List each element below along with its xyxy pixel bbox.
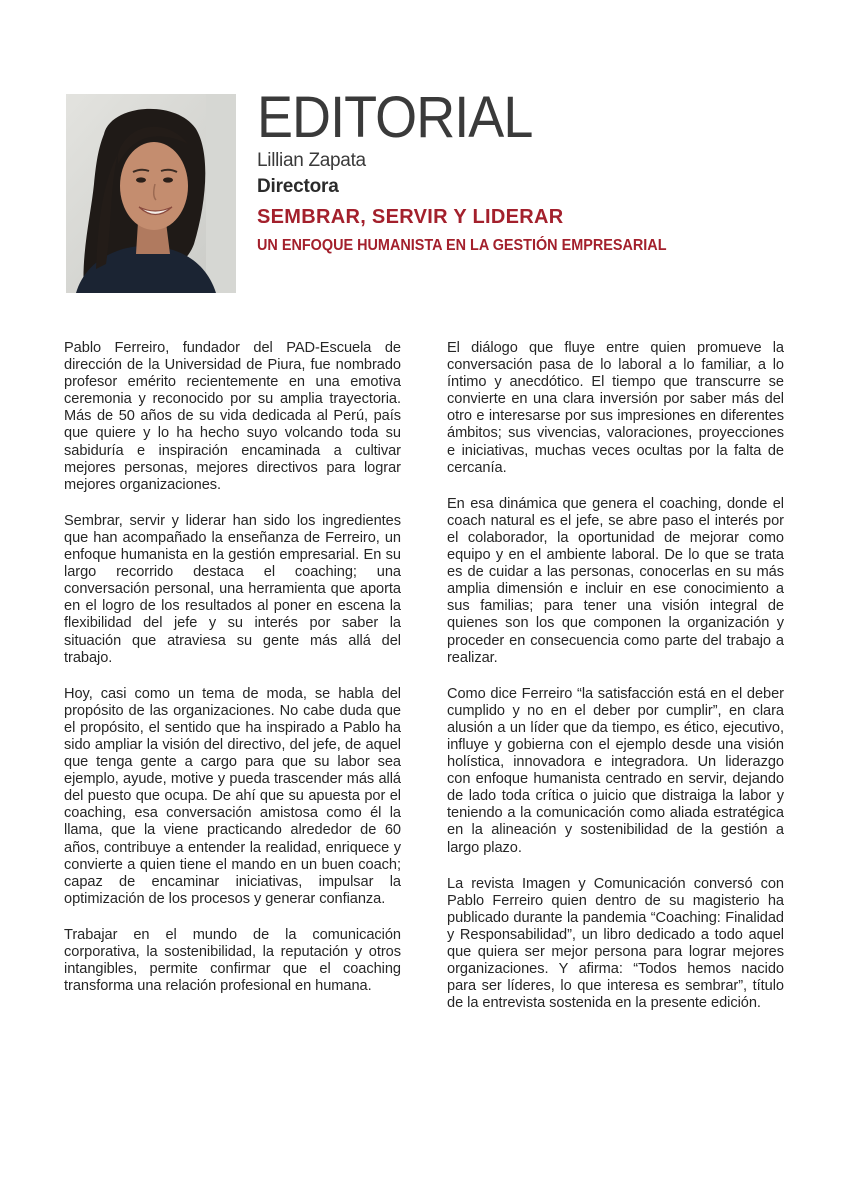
section-title: EDITORIAL [257, 85, 533, 150]
paragraph: Sembrar, servir y liderar han sido los ingredientes que han acompañado la enseñanza de Ferreiro, un enfoque humanista en la gestión empresarial. En su largo recorrido destaca el coaching; una conversación personal, una herramienta que aporta en el logro de los resultados al poner en escena la flexibilidad del jefe y su interés por saber la situación que atraviesa su gente más allá del trabajo. [64, 512, 401, 666]
article-body [64, 340, 784, 1031]
author-role: Directora [257, 176, 339, 197]
left-column [64, 340, 401, 1031]
paragraph: Trabajar en el mundo de la comunicación corporativa, la sostenibilidad, la reputación y otros intangibles, permite confirmar que el coaching transforma una relación profesional en humana. [64, 926, 401, 995]
paragraph: Pablo Ferreiro, fundador del PAD-Escuela de dirección de la Universidad de Piura, fue nombrado profesor emérito recientemente en una emotiva ceremonia y reconocido por su amplia trayectoria. Más de 50 años de su vida dedicada al Perú, país que quiere y lo ha hecho suyo volcando toda su sabiduría e inspiración encaminada a cultivar mejores personas, mejores directivos para lograr mejores organizaciones. [64, 340, 401, 493]
editorial-header [257, 85, 817, 256]
paragraph: Hoy, casi como un tema de moda, se habla del propósito de las organizaciones. No cabe duda que el propósito, el sentido que ha inspirado a Pablo ha sido ampliar la visión del directivo, del jefe, de aquel que tenga gente a cargo para que su labor sea ejemplo, ayude, motive y pueda trascender más allá del puesto que ocupa. De ahí que su apuesta por el coaching, esa conversación amistosa como él la llama, que la viene practicando alrededor de 60 años, contribuye a entender la realidad, enriquece y convierte a quien tiene el mando en un buen coach; capaz de encaminar iniciativas, impulsar la optimización de los procesos y generar confianza. [64, 685, 401, 907]
paragraph: En esa dinámica que genera el coaching, donde el coach natural es el jefe, se abre paso el interés por el colaborador, la oportunidad de mejorar como equipo y en el ambiente laboral. De lo que se trata es de cuidar a las personas, conocerlas en su más amplia dimensión e incluir en ese conocimiento a sus familias; para tener una visión integral de quienes son los que componen la organización y proceder en consecuencia como parte del trabajo a realizar. [447, 495, 784, 666]
article-subheadline: UN ENFOQUE HUMANISTA EN LA GESTIÓN EMPRESARIAL [257, 237, 667, 254]
author-portrait-image [66, 94, 236, 293]
right-column [447, 340, 784, 1031]
paragraph: Como dice Ferreiro “la satisfacción está en el deber cumplido y no en el deber por cumplir”, en clara alusión a un líder que da tiempo, es ético, ejecutivo, influye y gobierna con el ejemplo desde una visión holística, innovadora e integradora. Un liderazgo con enfoque humanista centrado en servir, dejando de lado toda crítica o juicio que distraiga la labor y teniendo a la comunicación como aliada estratégica en la alineación y sostenibilidad de la gestión a largo plazo. [447, 685, 784, 856]
paragraph: La revista Imagen y Comunicación conversó con Pablo Ferreiro quien dentro de su magisterio ha publicado durante la pandemia “Coaching: Finalidad y Responsabilidad”, un libro dedicado a todo aquel que quiera ser mejor persona para lograr mejores organizaciones. Y afirma: “Todos hemos nacido para ser líderes, lo que interesa es sembrar”, título de la entrevista sostenida en la presente edición. [447, 875, 784, 1012]
paragraph: El diálogo que fluye entre quien promueve la conversación pasa de lo laboral a lo familiar, a lo íntimo y anecdótico. El tiempo que transcurre se convierte en una clara inversión por saber más del otro e interesarse por sus impresiones en diferentes ámbitos; sus vivencias, valoraciones, proyecciones e iniciativas, muchas veces ocultas por la falta de cercanía. [447, 340, 784, 476]
author-name: Lillian Zapata [257, 150, 366, 171]
article-headline: SEMBRAR, SERVIR Y LIDERAR [257, 206, 564, 228]
author-photo [66, 94, 236, 293]
